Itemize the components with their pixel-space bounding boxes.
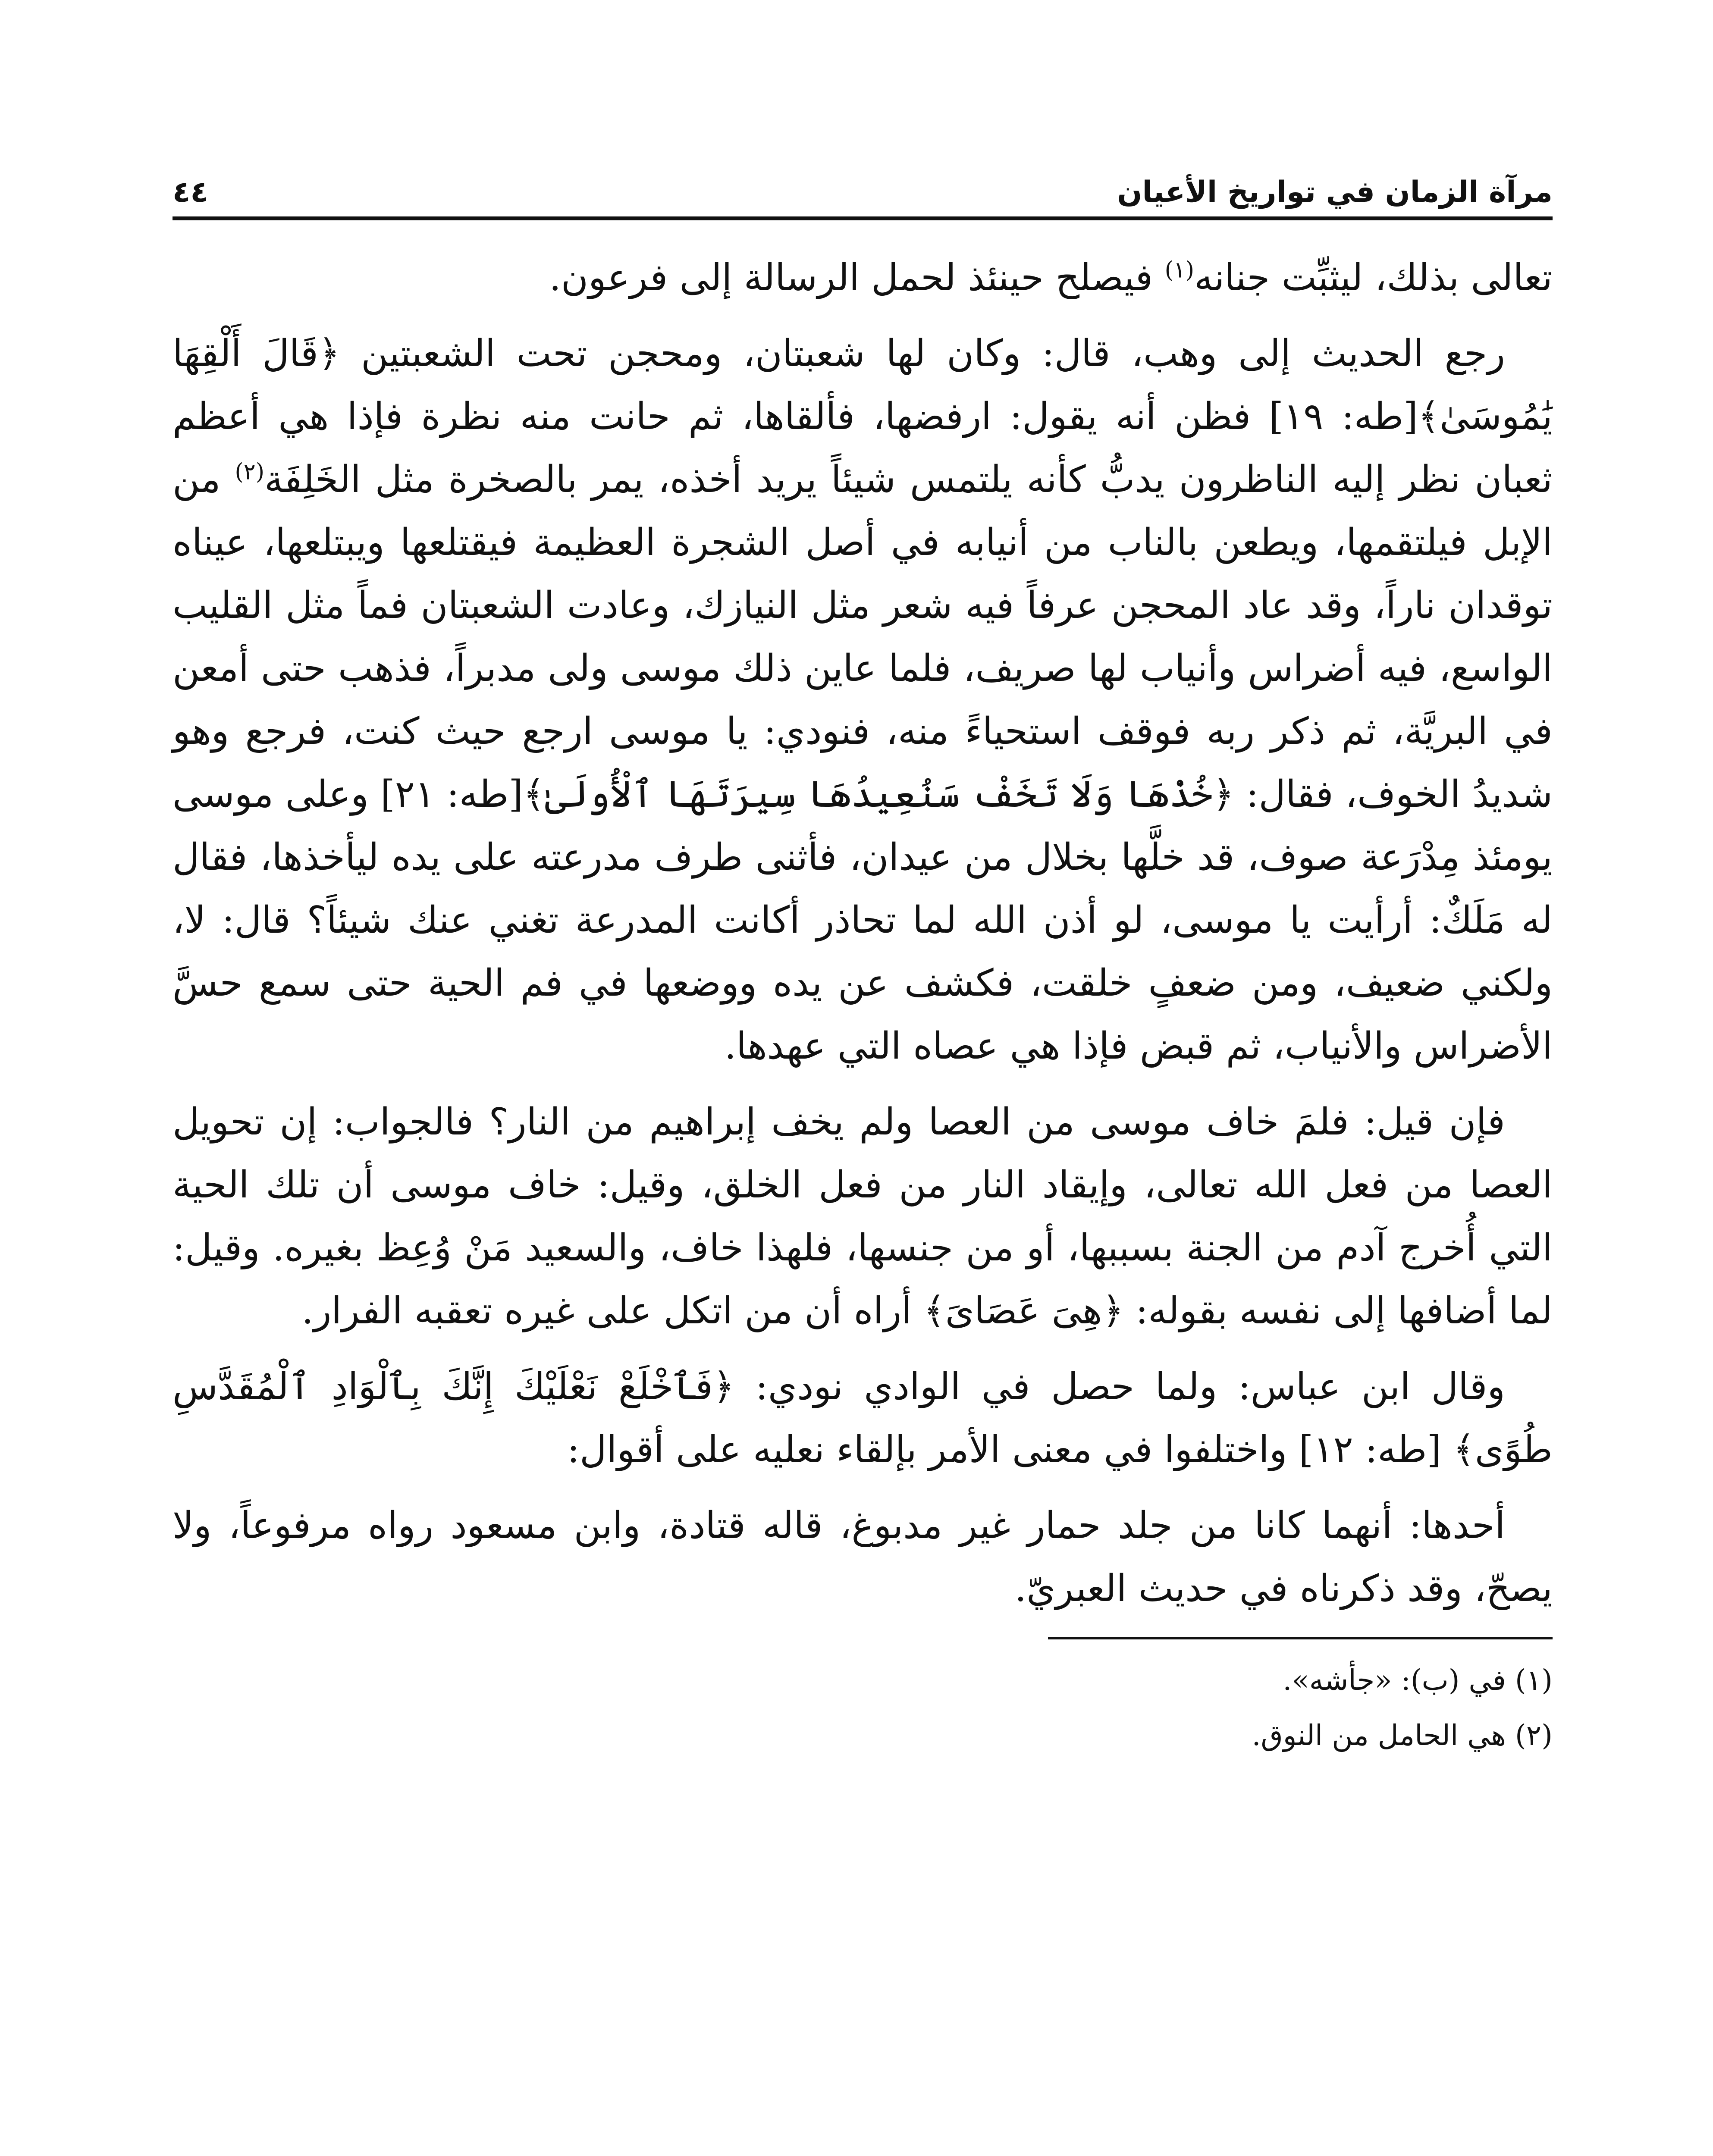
text-run: [طه: ١٢] واختلفوا في معنى الأمر بإلقاء نعليه على أقوال: xyxy=(567,1428,1453,1471)
quran-verse: ﴿فَٱخْلَعْ نَعْلَيْكَ إِنَّكَ بِٱلْوَادِ ٱلْمُقَدَّسِ طُوًى﴾ xyxy=(173,1365,1553,1471)
text-run: فإن قيل: فلمَ خاف موسى من العصا ولم يخف إبراهيم من النار؟ فالجواب: إن تحويل العصا من فعل الله تعالى، وإيقاد النار من فعل الخلق، وقيل: خاف موسى أن تلك الحية التي أُخرج آدم من الجنة بسببها، أو من جنسها، فلهذا خاف، والسعيد مَنْ وُعِظ بغيره. وقيل: لما أضافها إلى نفسه بقوله: xyxy=(173,1100,1553,1332)
footnote: (٢) هي الحامل من النوق. xyxy=(1252,1719,1553,1752)
paragraph xyxy=(173,322,1553,1078)
paragraph xyxy=(173,1494,1553,1620)
quran-verse: ﴿قَالَ أَلْقِهَا يَٰمُوسَىٰ﴾ xyxy=(173,332,1553,438)
footnotes xyxy=(173,1657,1553,1759)
paragraph xyxy=(173,246,1553,309)
text-run: أحدها: أنهما كانا من جلد حمار غير مدبوغ، قاله قتادة، وابن مسعود رواه مرفوعاً، ولا يصحّ، وقد ذكرناه في حديث العبريّ. xyxy=(173,1504,1553,1610)
book-title: مرآة الزمان في تواريخ الأعيان xyxy=(1117,175,1553,209)
quran-verse: ﴿هِىَ عَصَاىَ﴾ xyxy=(923,1289,1124,1332)
footnote-separator xyxy=(1048,1637,1553,1639)
text-run: من الإبل فيلتقمها، ويطعن بالناب من أنيابه في أصل الشجرة العظيمة فيقتلعها ويبتلعها، عيناه توقدان ناراً، وقد عاد المحجن عرفاً فيه شعر مثل النيازك، وعادت الشعبتان فماً مثل القليب الواسع، فيه أضراس وأنياب لها صريف، فلما عاين ذلك موسى ولى مدبراً، فذهب حتى أمعن في البريَّة، ثم ذكر ربه فوقف استحياءً منه، فنودي: يا موسى ارجع حيث كنت، فرجع وهو شديدُ الخوف، فقال: xyxy=(173,458,1553,816)
paragraph xyxy=(173,1355,1553,1481)
quran-verse: ﴿خُذْهَا وَلَا تَخَفْ سَنُعِيدُهَا سِيرَتَهَا ٱلْأُولَىٰ﴾ xyxy=(523,773,1234,816)
text-run: [طه: ١٩] فظن أنه يقول: ارفضها، فألقاها، ثم حانت منه نظرة فإذا هي أعظم ثعبان نظر إليه الناظرون يدبُّ كأنه يلتمس شيئاً يريد أخذه، يمر بالصخرة مثل الخَلِفَة xyxy=(173,395,1553,501)
book-page xyxy=(173,142,1553,2156)
text-run: أراه أن من اتكل على غيره تعقبه الفرار. xyxy=(301,1289,924,1332)
footnote: (١) في (ب): «جأشه». xyxy=(1283,1664,1553,1697)
footnote-reference: (١) xyxy=(1164,257,1195,283)
paragraph xyxy=(173,1091,1553,1342)
footnote-reference: (٢) xyxy=(235,459,264,485)
header-rule xyxy=(173,216,1553,220)
text-run: [طه: ٢١] وعلى موسى يومئذ مِدْرَعة صوف، قد خلَّها بخلال من عيدان، فأثنى طرف مدرعته على يده ليأخذها، فقال له مَلَكٌ: أرأيت يا موسى، لو أذن الله لما تحاذر أكانت المدرعة تغني عنك شيئاً؟ قال: لا، ولكني ضعيف، ومن ضعفٍ خلقت، فكشف عن يده ووضعها في فم الحية حتى سمع حسَّ الأضراس والأنياب، ثم قبض فإذا هي عصاه التي عهدها. xyxy=(173,773,1553,1068)
text-run: رجع الحديث إلى وهب، قال: وكان لها شعبتان، ومحجن تحت الشعبتين xyxy=(340,332,1505,375)
running-head xyxy=(173,142,1553,216)
main-text xyxy=(173,246,1553,1620)
text-run: تعالى بذلك، ليثبِّت جنانه xyxy=(1194,256,1553,299)
page-number: ٤٤ xyxy=(173,175,209,209)
text-run: وقال ابن عباس: ولما حصل في الوادي نودي: xyxy=(734,1365,1505,1408)
text-run: فيصلح حينئذ لحمل الرسالة إلى فرعون. xyxy=(549,256,1165,299)
